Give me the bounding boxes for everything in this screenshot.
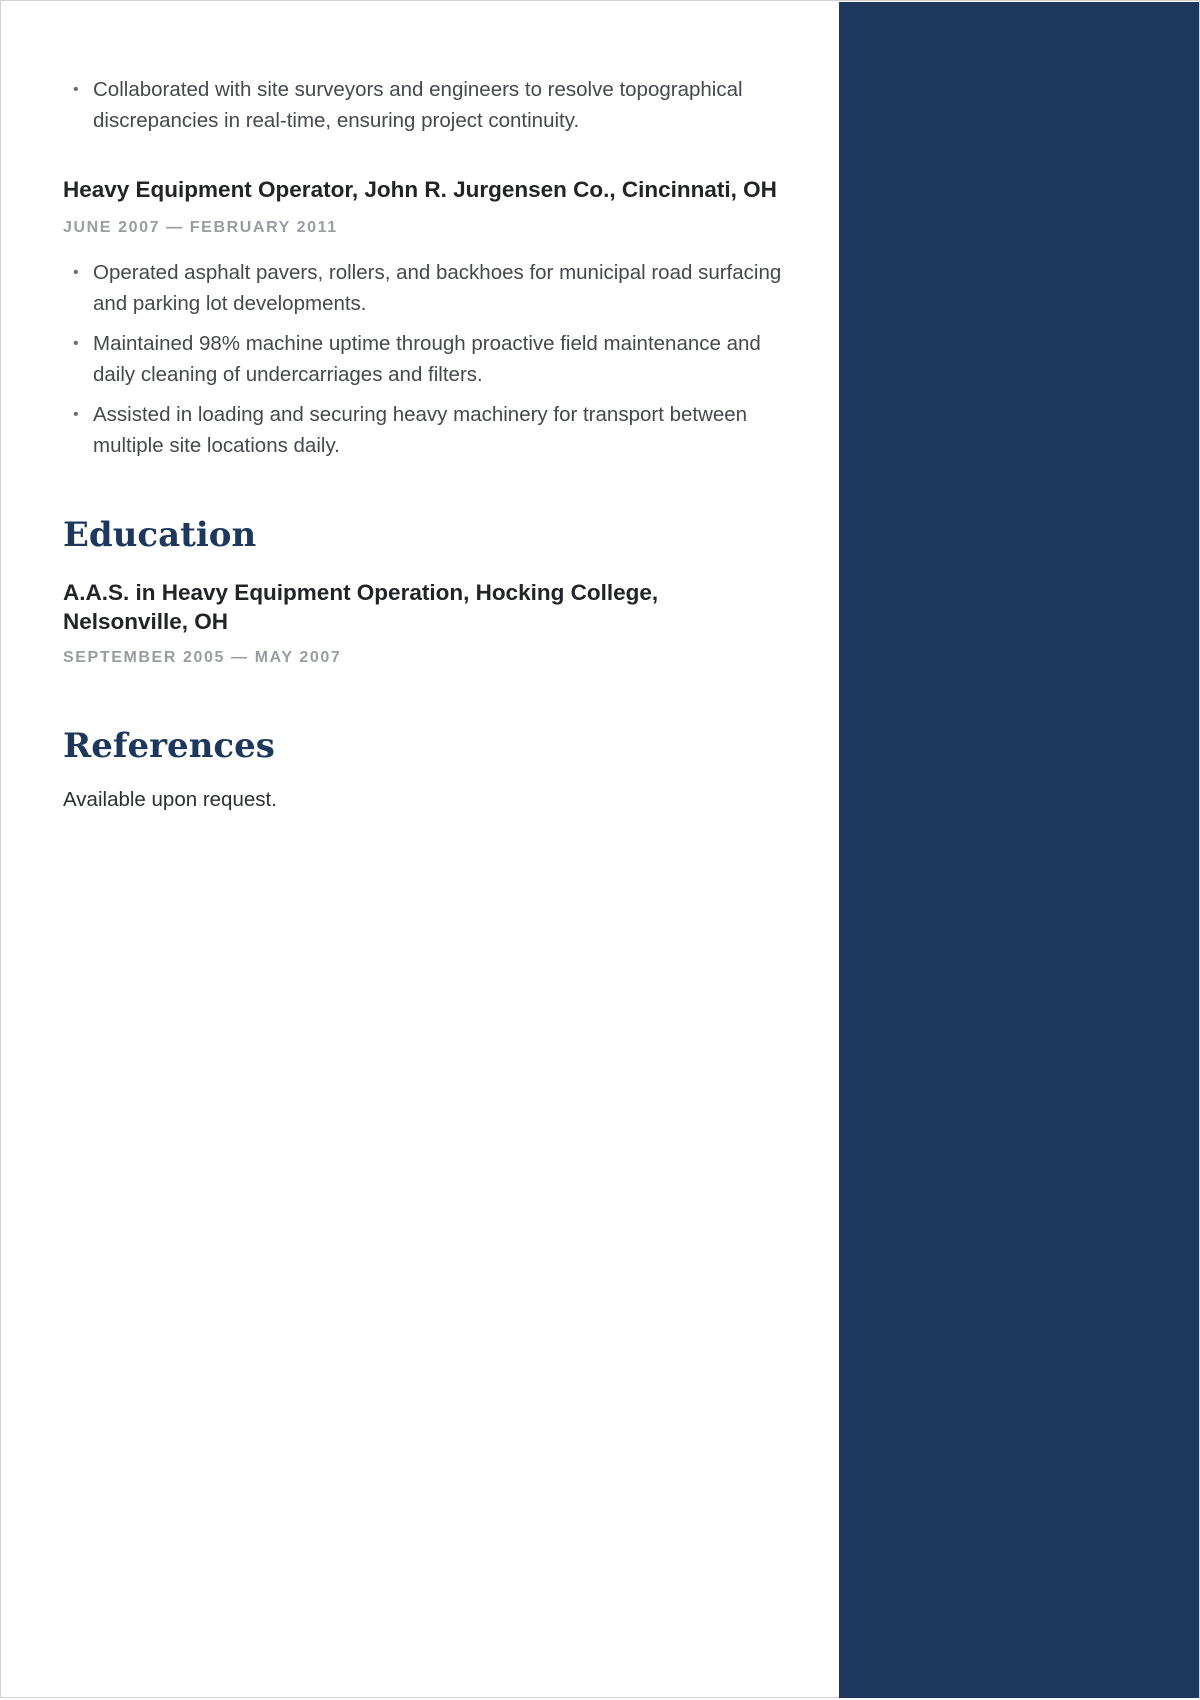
bullet-item: [63, 257, 783, 319]
job-bullet-list: [63, 257, 783, 470]
bullet-text: Operated asphalt pavers, rollers, and backhoes for municipal road surfacing and parking lot developments.: [93, 261, 782, 315]
bullet-text: Maintained 98% machine uptime through proactive field maintenance and daily cleaning of undercarriages and filters.: [93, 332, 761, 386]
bullet-icon: •: [73, 406, 79, 423]
bullet-icon: •: [73, 335, 79, 352]
bullet-item: [63, 74, 783, 136]
job-title: Heavy Equipment Operator, John R. Jurgensen Co., Cincinnati, OH: [63, 177, 777, 202]
bullet-text: Assisted in loading and securing heavy machinery for transport between multiple site locations daily.: [93, 403, 748, 457]
education-title: A.A.S. in Heavy Equipment Operation, Hocking College, Nelsonville, OH: [63, 580, 659, 634]
bullet-text: Collaborated with site surveyors and engineers to resolve topographical discrepancies in real-time, ensuring project continuity.: [93, 78, 743, 132]
references-heading: References: [63, 726, 275, 766]
bullet-icon: •: [73, 81, 79, 98]
bullet-item: [63, 328, 783, 390]
references-text: Available upon request.: [63, 788, 277, 811]
sidebar-panel: [839, 2, 1199, 1698]
previous-role-bullet-list: [63, 74, 783, 145]
education-heading: Education: [63, 515, 257, 555]
education-dates: SEPTEMBER 2005 — MAY 2007: [63, 649, 342, 666]
job-dates: JUNE 2007 — FEBRUARY 2011: [63, 219, 338, 236]
bullet-icon: •: [73, 264, 79, 281]
bullet-item: [63, 399, 783, 461]
